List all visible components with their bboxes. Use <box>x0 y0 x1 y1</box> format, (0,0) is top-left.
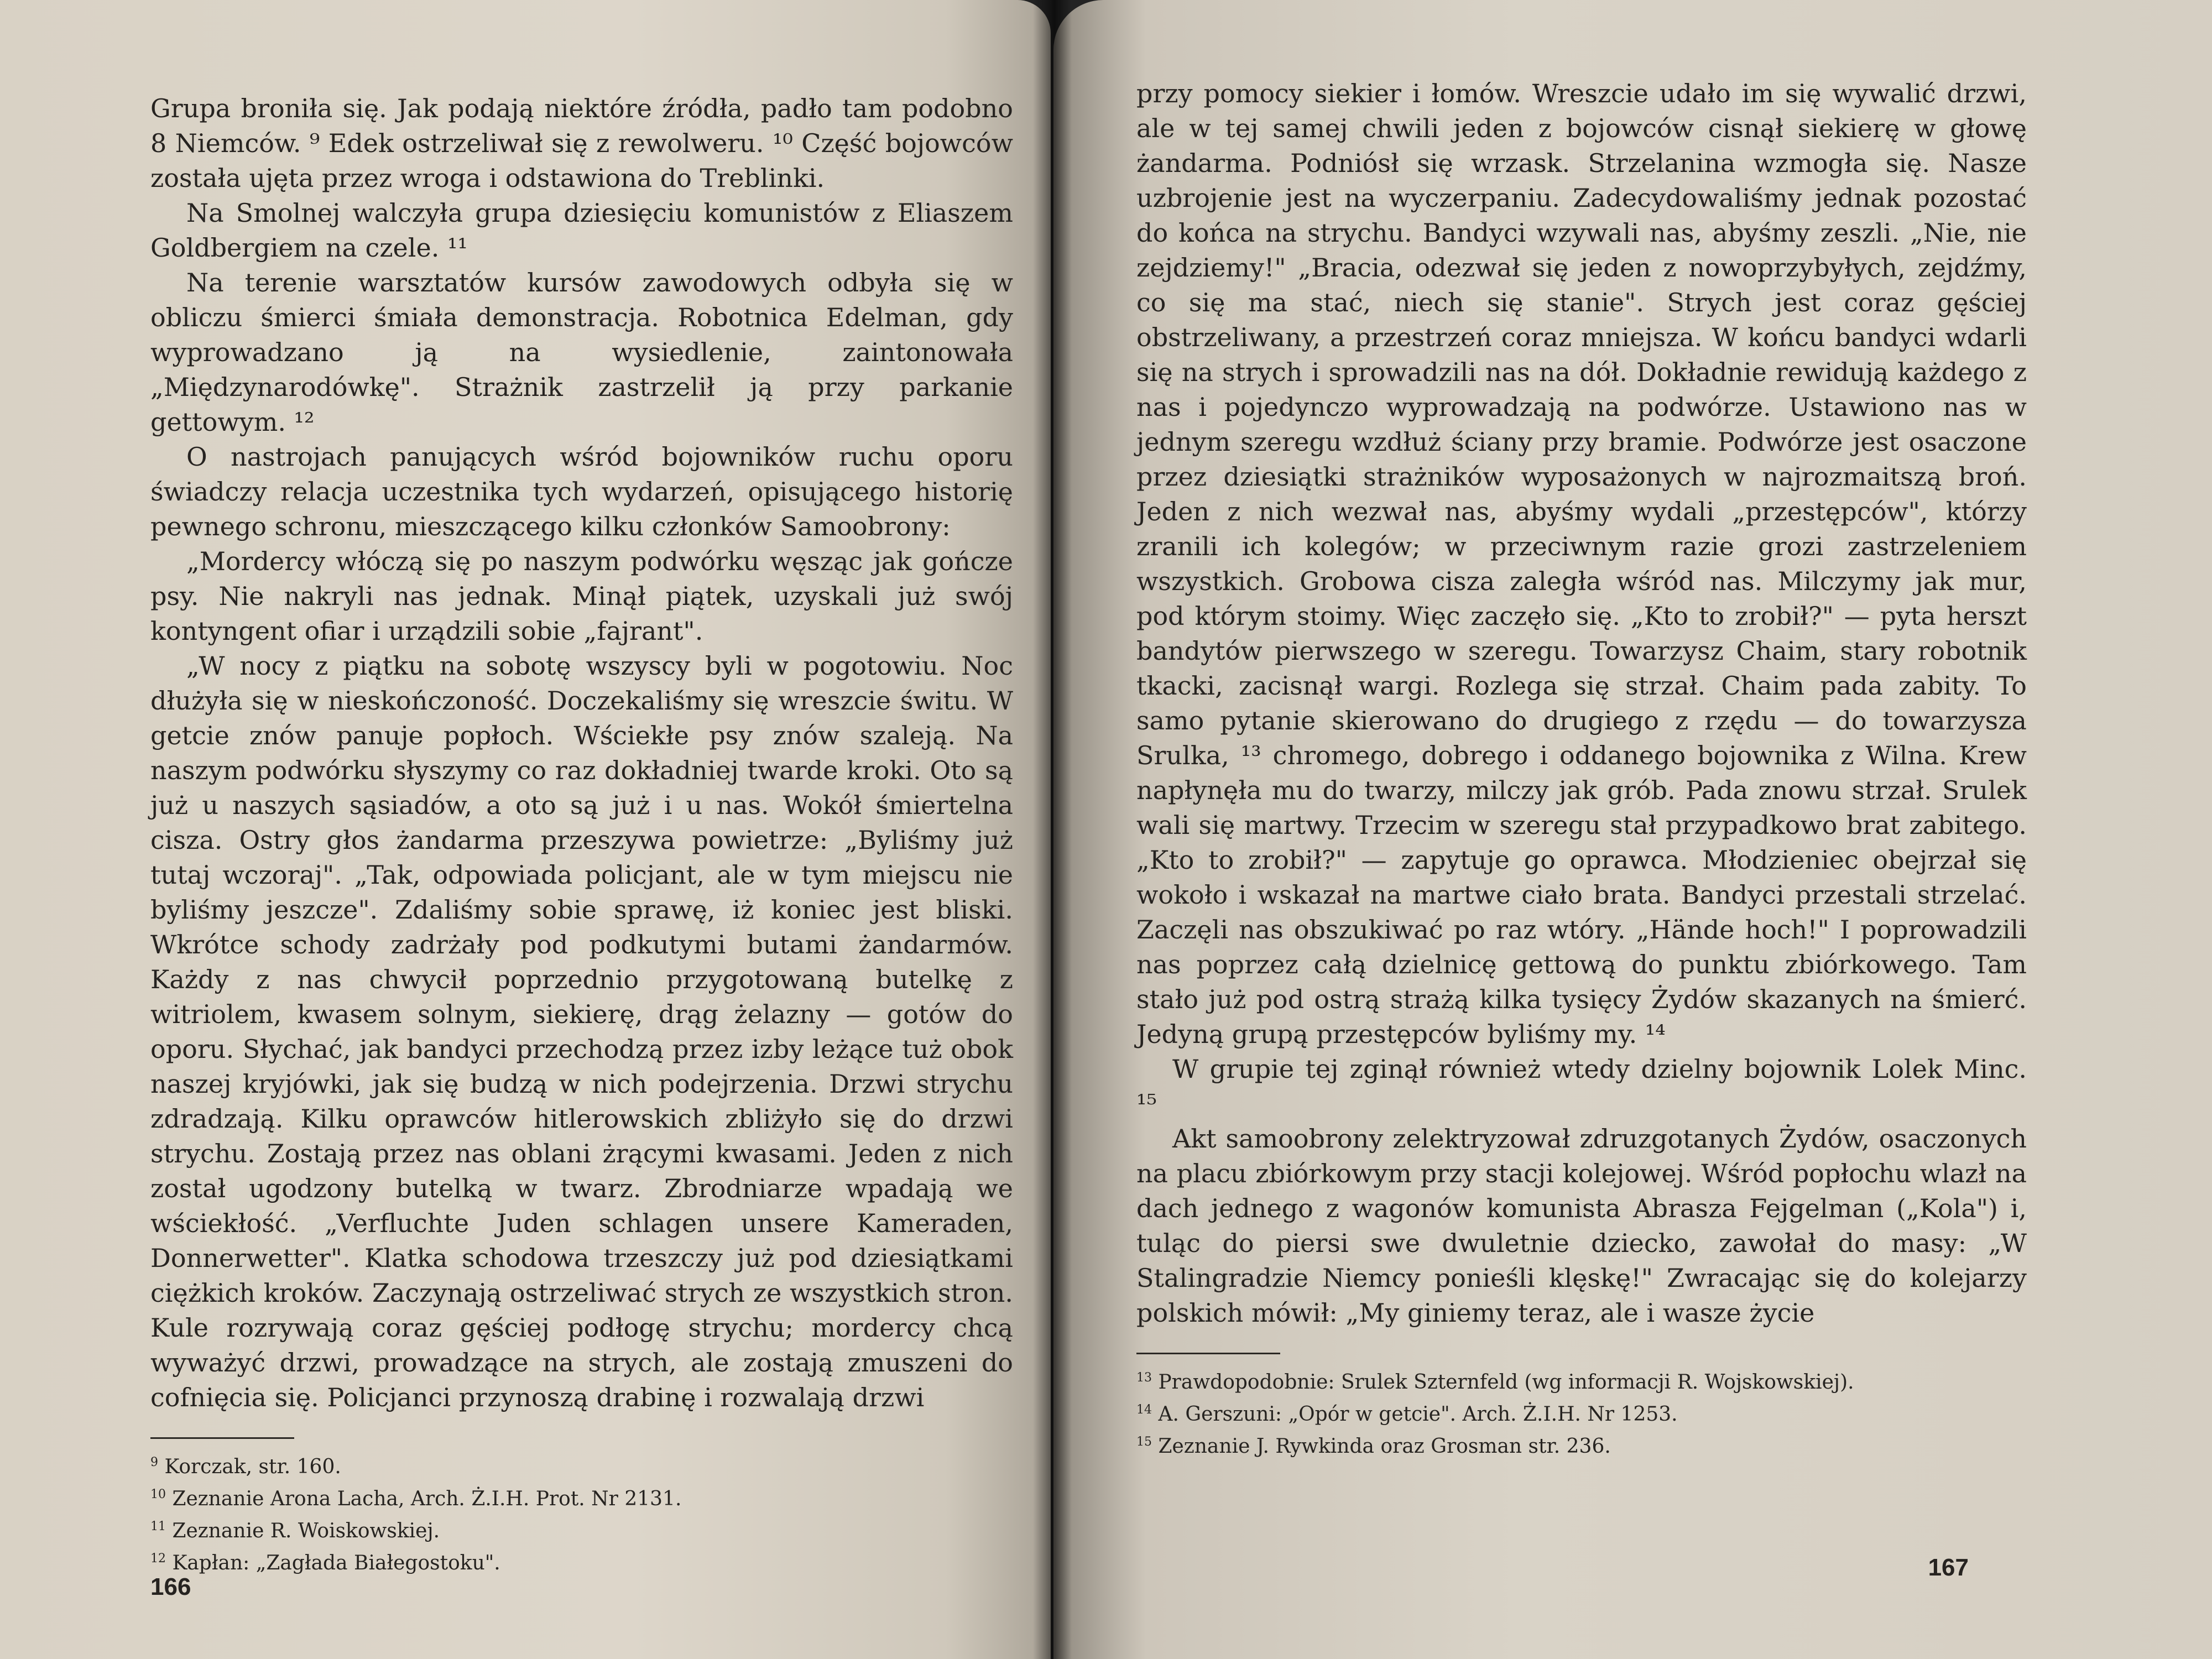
paragraph: W grupie tej zginął również wtedy dzielny bojownik Lolek Minc. ¹⁵ <box>1136 1054 2027 1119</box>
footnote: $^9$ Korczak, str. 160. <box>150 1455 341 1478</box>
footnote: $^{13}$ Prawdopodobnie: Srulek Szternfeld (wg informacji R. Wojskowskiej). <box>1136 1371 1854 1394</box>
paragraph: Na Smolnej walczyła grupa dziesięciu komunistów z Eliaszem Goldbergiem na czele. ¹¹ <box>150 198 1013 263</box>
paragraph: Grupa broniła się. Jak podają niektóre źródła, padło tam podobno 8 Niemców. ⁹ Edek ostrzeliwał się z rewolweru. ¹⁰ Część bojowców została ujęta przez wroga i odstawiona do Treblinki. <box>150 93 1013 193</box>
paragraph: „Mordercy włóczą się po naszym podwórku węsząc jak gończe psy. Nie nakryli nas jednak. Minął piątek, uzyskali już swój kontyngent ofiar i urządzili sobie „fajrant". <box>150 546 1013 646</box>
footnote: $^{12}$ Kapłan: „Zagłada Białegostoku". <box>150 1552 500 1574</box>
footnote: $^{10}$ Zeznanie Arona Lacha, Arch. Ż.I.H. Prot. Nr 2131. <box>150 1488 682 1510</box>
left-page <box>0 0 1051 1659</box>
footnotes <box>150 1437 1051 1577</box>
footnote: $^{14}$ A. Gerszuni: „Opór w getcie". Arch. Ż.I.H. Nr 1253. <box>1136 1403 1678 1426</box>
paragraph: przy pomocy siekier i łomów. Wreszcie udało im się wywalić drzwi, ale w tej samej chwili jeden z bojowców cisnął siekierę w głowę żandarma. Podniósł się wrzask. Strzelanina wzmogła się. Nasze uzbrojenie jest na wyczerpaniu. Zadecydowaliśmy jednak pozostać do końca na strychu. Bandyci wzywali nas, abyśmy zeszli. „Nie, nie zejdziemy!" „Bracia, odezwał się jeden z nowoprzybyłych, zejdźmy, co się ma stać, niech się stanie". Strych jest coraz gęściej obstrzeliwany, a przestrzeń coraz mniejsza. W końcu bandyci wdarli się na strych i sprowadzili nas na dół. Dokładnie rewidują każdego z nas i pojedynczo wyprowadzają na podwórze. Ustawiono nas w jednym szeregu wzdłuż ściany przy bramie. Podwórze jest osaczone przez dziesiątki strażników wyposażonych w najrozmaitszą broń. Jeden z nich wezwał nas, abyśmy wydali „przestępców", którzy zranili ich kolegów; w przeciwnym razie grozi zastrzeleniem wszystkich. Grobowa cisza zaległa wśród nas. Milczymy jak mur, pod którym stoimy. Więc zaczęło się. „Kto to zrobił?" — pyta herszt bandytów pierwszego w szeregu. Towarzysz Chaim, stary robotnik tkacki, zacisnął wargi. Rozlega się strzał. Chaim pada zabity. To samo pytanie skierowano do drugiego z rzędu — do towarzysza Srulka, ¹³ chromego, dobrego i oddanego bojownika z Wilna. Krew napłynęła mu do twarzy, milczy jak grób. Pada znowu strzał. Srulek wali się martwy. Trzecim w szeregu stał przypadkowo brat zabitego. „Kto to zrobił?" — zapytuje go oprawca. Młodzieniec obejrzał się wokoło i wskazał na martwe ciało brata. Bandyci przestali strzelać. Zaczęli nas obszukiwać po raz wtóry. „Hände hoch!" I poprowadzili nas poprzez całą dzielnicę gettową do punktu zbiórkowego. Tam stało już pod ostrą strażą kilka tysięcy Żydów skazanych na śmierć. Jedyną grupą przestępców byliśmy my. ¹⁴ <box>1136 79 2027 1049</box>
footnote: $^{11}$ Zeznanie R. Woiskowskiej. <box>150 1520 440 1542</box>
right-page-text <box>1136 76 2027 1331</box>
footnote-rule <box>150 1437 294 1439</box>
right-page <box>1053 0 2212 1659</box>
footnote: $^{15}$ Zeznanie J. Rywkinda oraz Grosman str. 236. <box>1136 1435 1611 1458</box>
paragraph: O nastrojach panujących wśród bojowników ruchu oporu świadczy relacja uczestnika tych wydarzeń, opisującego historię pewnego schronu, mieszczącego kilku członków Samoobrony: <box>150 442 1013 541</box>
paragraph: Na terenie warsztatów kursów zawodowych odbyła się w obliczu śmierci śmiała demonstracja. Robotnica Edelman, gdy wyprowadzano ją na wysiedlenie, zaintonowała „Międzynarodówkę". Strażnik zastrzelił ją przy parkanie gettowym. ¹² <box>150 268 1013 437</box>
paragraph: „W nocy z piątku na sobotę wszyscy byli w pogotowiu. Noc dłużyła się w nieskończoność. Doczekaliśmy się wreszcie świtu. W getcie znów panuje popłoch. Wściekłe psy znów szaleją. Na naszym podwórku słyszymy co raz dokładniej twarde kroki. Oto są już u naszych sąsiadów, a oto są już i u nas. Wokół śmiertelna cisza. Ostry głos żandarma przeszywa powietrze: „Byliśmy już tutaj wczoraj". „Tak, odpowiada policjant, ale w tym miejscu nie byliśmy jeszcze". Zdaliśmy sobie sprawę, iż koniec jest bliski. Wkrótce schody zadrżały pod podkutymi butami żandarmów. Każdy z nas chwycił poprzednio przygotowaną butelkę z witriolem, kwasem solnym, siekierę, drąg żelazny — gotów do oporu. Słychać, jak bandyci przechodzą przez izby leżące tuż obok naszej kryjówki, jak się budzą w nich podejrzenia. Drzwi strychu zdradzają. Kilku oprawców hitlerowskich zbliżyło się do drzwi strychu. Zostają przez nas oblani żrącymi kwasami. Jeden z nich został ugodzony butelką w twarz. Zbrodniarze wpadają we wściekłość. „Verfluchte Juden schlagen unsere Kameraden, Donnerwetter". Klatka schodowa trzeszczy już pod dziesiątkami ciężkich kroków. Zaczynają ostrzeliwać strych ze wszystkich stron. Kule rozrywają coraz gęściej podłogę strychu; mordercy chcą wyważyć drzwi, prowadzące na strych, ale zostają zmuszeni do cofnięcia się. Policjanci przynoszą drabinę i rozwalają drzwi <box>150 651 1013 1412</box>
paragraph: Akt samoobrony zelektryzował zdruzgotanych Żydów, osaczonych na placu zbiórkowym przy stacji kolejowej. Wśród popłochu wlazł na dach jednego z wagonów komunista Abrasza Fejgelman („Kola") i, tuląc do piersi swe dwuletnie dziecko, zawołał do masy: „W Stalingradzie Niemcy ponieśli klęskę!" Zwracając się do kolejarzy polskich mówił: „My giniemy teraz, ale i wasze życie <box>1136 1124 2027 1328</box>
footnote-rule <box>1136 1353 1280 1354</box>
footnotes <box>1136 1353 2212 1460</box>
book-spine-shadow <box>1033 0 1072 1659</box>
page-number: 167 <box>1928 1554 1969 1581</box>
page-number: 166 <box>150 1573 191 1600</box>
left-page-text <box>150 91 1013 1415</box>
